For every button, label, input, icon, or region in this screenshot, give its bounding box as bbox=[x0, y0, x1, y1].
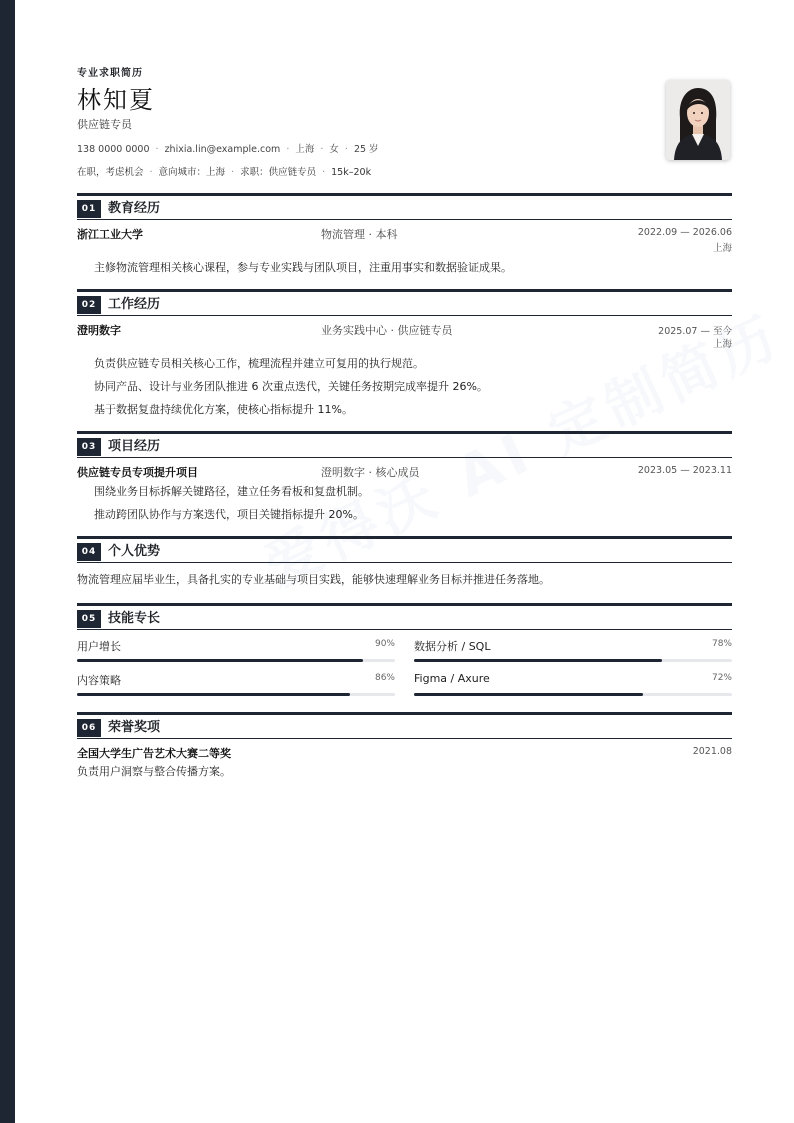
section-title: 教育经历 bbox=[108, 201, 161, 216]
skill-bar bbox=[77, 693, 395, 696]
separator: · bbox=[149, 167, 153, 178]
major-degree: 物流管理 · 本科 bbox=[321, 228, 398, 241]
section-number: 01 bbox=[77, 200, 101, 218]
skill-name: 用户增长 bbox=[77, 640, 121, 653]
section-header bbox=[77, 193, 732, 220]
section-number: 03 bbox=[77, 438, 101, 456]
project-dates: 2023.05 — 2023.11 bbox=[637, 465, 732, 476]
work-section bbox=[77, 289, 732, 421]
work-location: 上海 bbox=[712, 339, 732, 350]
skill-bar bbox=[77, 659, 395, 662]
education-location: 上海 bbox=[712, 243, 732, 254]
skill-bar bbox=[414, 693, 732, 696]
separator: · bbox=[320, 144, 324, 155]
skill-bar-fill bbox=[414, 693, 643, 696]
school-name: 浙江工业大学 bbox=[77, 228, 143, 241]
skill-item bbox=[414, 664, 732, 698]
separator: · bbox=[231, 167, 235, 178]
target-job: 求职：供应链专员 bbox=[240, 167, 317, 178]
target-city: 意向城市：上海 bbox=[158, 167, 226, 178]
age-text: 25 岁 bbox=[353, 144, 379, 155]
contact-row bbox=[77, 141, 379, 155]
section-title: 项目经历 bbox=[108, 439, 161, 454]
list-item: 围绕业务目标拆解关键路径，建立任务看板和复盘机制。 bbox=[94, 485, 369, 498]
resume-header bbox=[77, 0, 732, 190]
skill-item bbox=[414, 630, 732, 664]
section-number: 02 bbox=[77, 296, 101, 314]
skill-name: Figma / Axure bbox=[414, 672, 490, 685]
job-position: 业务实践中心 · 供应链专员 bbox=[321, 324, 453, 337]
section-header bbox=[77, 712, 732, 739]
skill-percent: 78% bbox=[711, 639, 732, 649]
separator: · bbox=[344, 144, 348, 155]
profile-photo bbox=[666, 80, 730, 160]
skills-section bbox=[77, 603, 732, 698]
list-item: 主修物流管理相关核心课程，参与专业实践与团队项目，注重用事实和数据验证成果。 bbox=[94, 261, 512, 274]
list-item: 推动跨团队协作与方案迭代，项目关键指标提升 20%。 bbox=[94, 508, 364, 521]
project-name: 供应链专员专项提升项目 bbox=[77, 466, 198, 479]
candidate-role: 供应链专员 bbox=[77, 118, 132, 131]
skill-name: 数据分析 / SQL bbox=[414, 640, 491, 653]
skill-bar-fill bbox=[77, 659, 363, 662]
awards-section bbox=[77, 712, 732, 781]
gender-text: 女 bbox=[329, 144, 339, 155]
list-item: 负责供应链专员相关核心工作，梳理流程并建立可复用的执行规范。 bbox=[94, 357, 424, 370]
skill-percent: 72% bbox=[711, 673, 732, 683]
education-entry bbox=[77, 220, 732, 242]
list-item: 基于数据复盘持续优化方案，使核心指标提升 11%。 bbox=[94, 403, 353, 416]
section-header bbox=[77, 431, 732, 458]
list-item: 协同产品、设计与业务团队推进 6 次重点迭代，关键任务按期完成率提升 26%。 bbox=[94, 380, 488, 393]
skill-item bbox=[77, 630, 395, 664]
section-title: 个人优势 bbox=[108, 544, 161, 559]
section-number: 04 bbox=[77, 543, 101, 561]
education-section bbox=[77, 193, 732, 279]
strengths-section bbox=[77, 536, 732, 589]
expected-salary: 15k–20k bbox=[331, 167, 372, 178]
section-title: 技能专长 bbox=[108, 611, 161, 626]
section-title: 荣誉奖项 bbox=[108, 720, 161, 735]
section-header bbox=[77, 603, 732, 630]
section-header bbox=[77, 289, 732, 316]
section-title: 工作经历 bbox=[108, 297, 161, 312]
work-status: 在职，考虑机会 bbox=[77, 167, 144, 178]
resume-kicker: 专业求职简历 bbox=[77, 68, 143, 79]
project-entry bbox=[77, 458, 732, 480]
separator: · bbox=[322, 167, 326, 178]
award-description: 负责用户洞察与整合传播方案。 bbox=[77, 765, 231, 778]
education-dates: 2022.09 — 2026.06 bbox=[637, 227, 732, 238]
skill-percent: 86% bbox=[374, 673, 395, 683]
award-date: 2021.08 bbox=[692, 746, 732, 757]
skill-percent: 90% bbox=[374, 639, 395, 649]
work-dates: 2025.07 — 至今 bbox=[658, 326, 732, 337]
skill-item bbox=[77, 664, 395, 698]
skill-bar-fill bbox=[77, 693, 350, 696]
project-section bbox=[77, 431, 732, 526]
candidate-name: 林知夏 bbox=[77, 86, 155, 114]
skill-name: 内容策略 bbox=[77, 674, 121, 687]
email-text: zhixia.lin@example.com bbox=[164, 144, 281, 155]
separator: · bbox=[155, 144, 159, 155]
sidebar-strip bbox=[0, 0, 15, 1123]
award-name: 全国大学生广告艺术大赛二等奖 bbox=[77, 747, 231, 760]
skill-bar-fill bbox=[414, 659, 662, 662]
section-number: 05 bbox=[77, 610, 101, 628]
strengths-text: 物流管理应届毕业生，具备扎实的专业基础与项目实践，能够快速理解业务目标并推进任务落地。 bbox=[77, 573, 550, 586]
phone-text: 138 0000 0000 bbox=[77, 144, 150, 155]
city-text: 上海 bbox=[295, 144, 315, 155]
resume-page bbox=[77, 0, 732, 781]
separator: · bbox=[286, 144, 290, 155]
work-entry bbox=[77, 316, 732, 338]
project-role: 澄明数字 · 核心成员 bbox=[321, 466, 420, 479]
section-number: 06 bbox=[77, 719, 101, 737]
section-header bbox=[77, 536, 732, 563]
portrait-illustration bbox=[666, 80, 730, 160]
job-intent-row bbox=[77, 164, 371, 178]
skill-bar bbox=[414, 659, 732, 662]
company-name: 澄明数字 bbox=[77, 324, 121, 337]
skills-grid bbox=[77, 630, 732, 698]
award-entry bbox=[77, 739, 732, 761]
